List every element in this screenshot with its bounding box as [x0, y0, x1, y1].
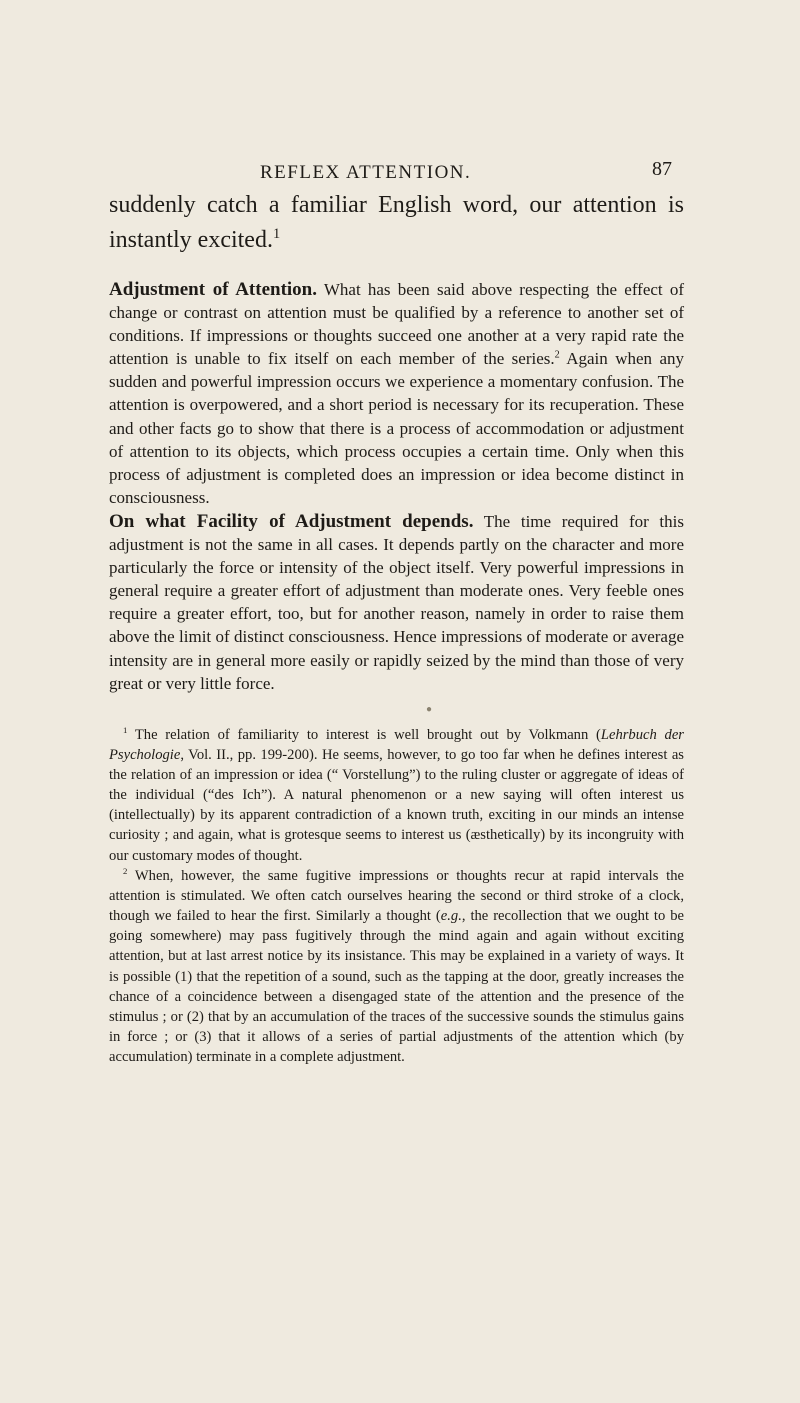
footnote-text: The relation of familiarity to interest is well brought out by Volkmann ( [134, 726, 601, 743]
paragraph-text: Again when any sudden and powerful impression occurs we experience a momentary confusion. The attention is overpowered, and a short period is necessary for its recuperation. These and other facts go to show that there is a process of accommodation or adjustment of attention to its objects, which process occupies a certain time. Only when this process of adjustment is completed does an impression or idea become distinct in consciousness. [109, 349, 684, 507]
section-heading-adjustment: Adjustment of Attention. [109, 279, 317, 300]
abbreviation: e.g. [440, 908, 462, 925]
footnotes [109, 725, 684, 1068]
body-text [109, 278, 684, 695]
paragraph-text: What has been said above respecting the effect of change or contrast on attention must be qualified by a reference to another set of conditions. If impressions or thoughts succeed one another at a very rapid rate the attention is unable to fix itself on each member of the series. [109, 280, 684, 369]
footnote-ref-2: 2 [554, 349, 560, 361]
footnote-text: When, however, the same fugitive impressions or thoughts recur at rapid intervals the attention is stimulated. We often catch ourselves hearing the second or third stroke of a clock, though we failed to hear the first. Similarly a thought ( [109, 867, 685, 925]
page-header [0, 158, 800, 188]
paragraph-text: The time required for this adjustment is not the same in all cases. It depends partly on the character and more particularly the force or intensity of the object itself. Very powerful impressions in general require a greater effort of adjustment than moderate ones. Very feeble ones require a greater effort, too, but for another reason, namely in order to raise them above the limit of distinct consciousness. Hence impressions of moderate or average intensity are in general more easily or rapidly seized by the mind than those of very great or very little force. [109, 511, 684, 693]
printer-mark: ● [425, 703, 433, 715]
footnote-text: , the recollection that we ought to be going somewhere) may pass fugitively through the mind again and again without exciting attention, but at last arrest notice by its insistance. This may be explained in a variety of ways. It is possible (1) that the repetition of a sound, such as the tapping at the door, greatly increases the chance of a coincidence between a disengaged state of the attention and the presence of the stimulus ; or (2) that by an accumulation of the traces of the successive sounds the stimulus gains in force ; or (3) that it allows of a series of partial adjustments of the attention which (by accumulation) terminate in a complete adjustment. [109, 908, 684, 1066]
lead-text: suddenly catch a familiar English word, our attention is instantly excited. [109, 192, 684, 253]
footnote-2 [109, 866, 684, 1068]
footnote-1 [109, 725, 684, 866]
section-heading-facility: On what Facility of Adjustment depends. [109, 510, 474, 532]
footnote-ref-1: 1 [272, 226, 281, 242]
text-block [109, 188, 684, 1067]
paragraph-adjustment [109, 278, 684, 509]
book-title: Lehrbuch der Psychologie [109, 726, 684, 763]
footnote-number: 1 [123, 724, 128, 735]
paragraph-facility [109, 510, 684, 695]
running-title: REFLEX ATTENTION. [260, 162, 472, 183]
page-number: 87 [652, 158, 672, 180]
footnote-text: , Vol. II., pp. 199-200). He seems, however, to go too far when he defines interest as the relation of an impression or idea (“ Vorstellung”) to the ruling cluster or aggregate of ideas of the individual (“des Ich”). A natural phenomenon or a new saying will often interest us (intellectually) by its apparent contradiction of a known truth, exciting in our minds an intense curiosity ; and again, what is grotesque seems to interest us (æsthetically) by its incongruity with our customary modes of thought. [109, 746, 684, 864]
lead-paragraph [109, 188, 684, 258]
footnote-number: 2 [123, 865, 128, 876]
